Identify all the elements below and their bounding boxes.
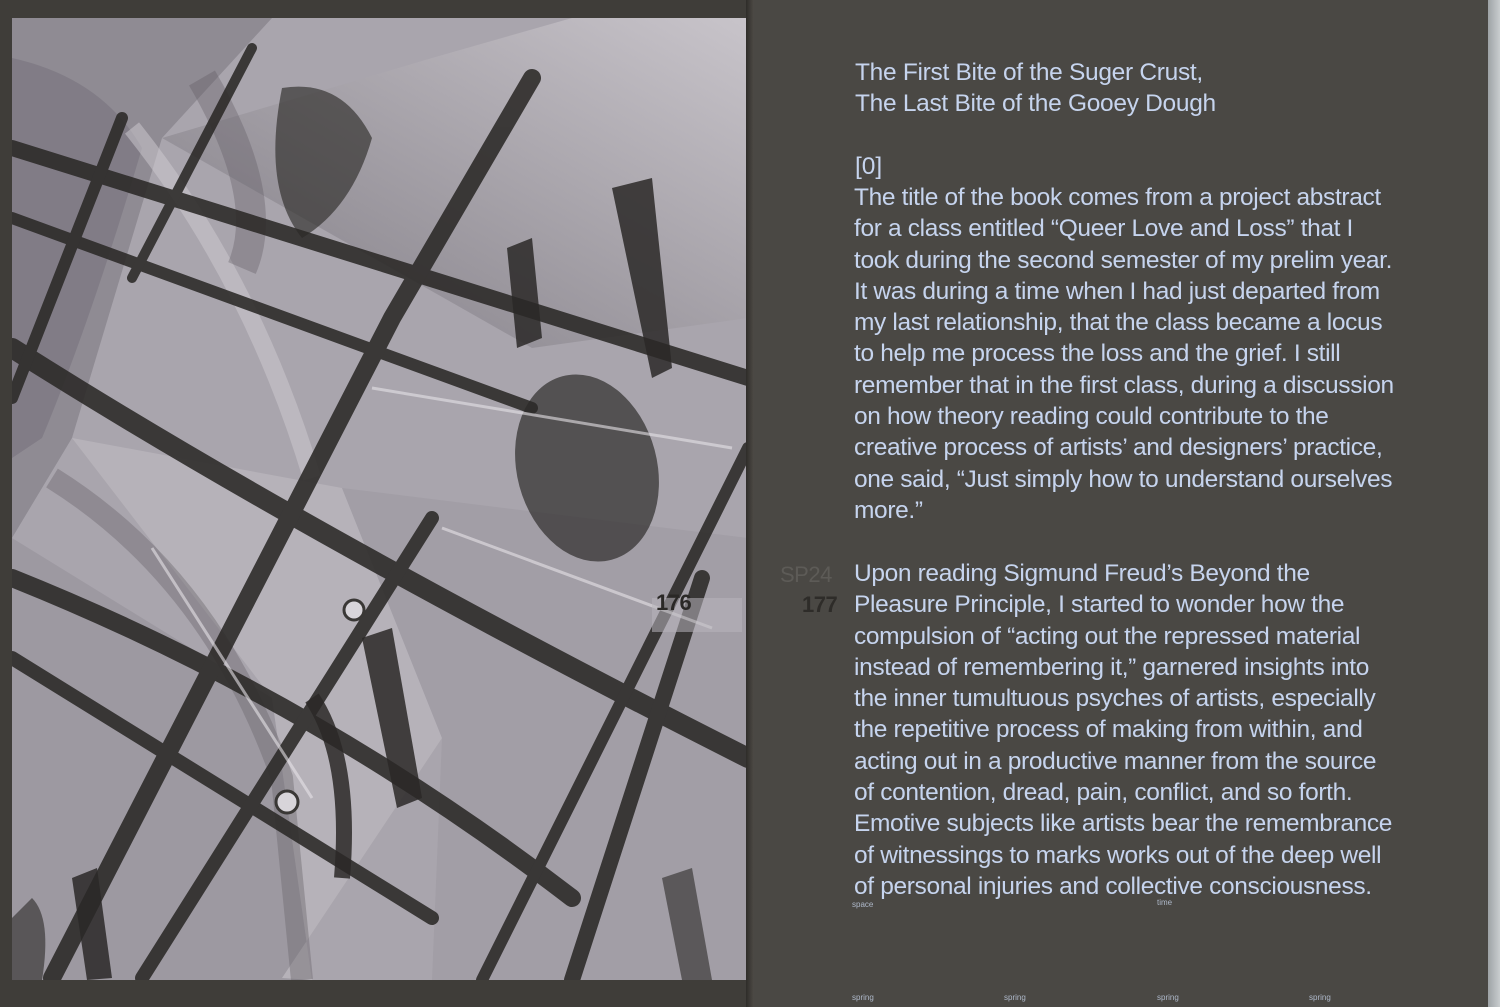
text-line: to help me process the loss and the grief. I still bbox=[854, 340, 1341, 368]
text-line: remember that in the first class, during a discussion bbox=[854, 371, 1394, 399]
text-line: on how theory reading could contribute to the bbox=[854, 403, 1329, 431]
text-line: of contention, dread, pain, conflict, and so forth. bbox=[854, 779, 1353, 807]
page-number-right: 177 bbox=[802, 592, 838, 617]
page-number-left: 176 bbox=[656, 590, 692, 615]
text-line: It was during a time when I had just departed from bbox=[854, 277, 1380, 305]
text-line: took during the second semester of my prelim year. bbox=[854, 246, 1393, 274]
paragraph-2 bbox=[854, 558, 1474, 902]
footer-label-space: space bbox=[852, 900, 874, 909]
running-head: SP24 bbox=[780, 562, 832, 587]
text-line: Pleasure Principle, I started to wonder how the bbox=[854, 591, 1345, 619]
text-line: Upon reading Sigmund Freud’s Beyond the bbox=[854, 560, 1310, 587]
text-line: creative process of artists’ and designers’ practice, bbox=[854, 434, 1383, 462]
text-line: one said, “Just simply how to understand ourselves bbox=[854, 465, 1393, 493]
text-line: more.” bbox=[854, 496, 923, 524]
text-line: my last relationship, that the class became a locus bbox=[854, 309, 1383, 337]
paragraph-1 bbox=[854, 182, 1474, 526]
footer-label-time: time bbox=[1157, 898, 1173, 907]
text-line: instead of remembering it,” garnered insights into bbox=[854, 653, 1369, 681]
text-line: the repetitive process of making from within, and bbox=[854, 716, 1363, 744]
text-line: of personal injuries and collective consciousness. bbox=[854, 872, 1372, 900]
fabric-photo bbox=[12, 18, 748, 980]
text-line: of witnessings to marks works out of the deep well bbox=[854, 841, 1382, 869]
text-line: compulsion of “acting out the repressed material bbox=[854, 622, 1361, 650]
right-page bbox=[754, 0, 1488, 1007]
footer-label-spring: spring bbox=[852, 993, 874, 1002]
text-line: for a class entitled “Queer Love and Loss” that I bbox=[854, 215, 1353, 243]
text-line: Emotive subjects like artists bear the remembrance bbox=[854, 810, 1393, 838]
footer-label-spring: spring bbox=[1309, 993, 1331, 1002]
background-edge bbox=[1488, 0, 1500, 1007]
text-line: acting out in a productive manner from the source bbox=[854, 747, 1377, 775]
footer-label-spring: spring bbox=[1157, 993, 1179, 1002]
title-line: The First Bite of the Suger Crust, bbox=[855, 59, 1203, 86]
essay-title bbox=[855, 57, 1455, 119]
section-marker: [0] bbox=[855, 153, 883, 180]
text-line: the inner tumultuous psyches of artists, especially bbox=[854, 685, 1376, 713]
footer-label-spring: spring bbox=[1004, 993, 1026, 1002]
title-line: The Last Bite of the Gooey Dough bbox=[855, 90, 1216, 117]
text-line: The title of the book comes from a project abstract bbox=[854, 184, 1381, 211]
